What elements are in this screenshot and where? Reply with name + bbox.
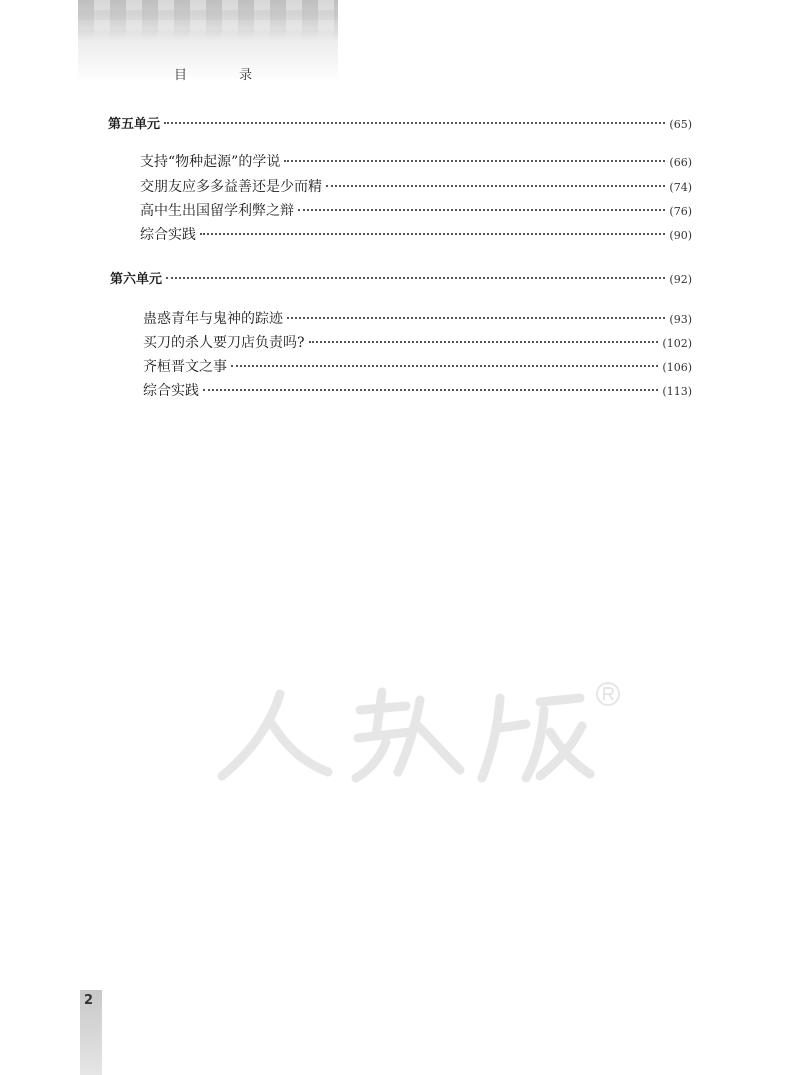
- dot-leader: [309, 341, 659, 343]
- dot-leader: [200, 233, 665, 235]
- dot-leader: [203, 389, 658, 391]
- page-ref: (113): [662, 385, 692, 398]
- header-pattern-overlay: [78, 0, 338, 40]
- page-ref: (92): [669, 273, 692, 286]
- entry-title: 买刀的杀人要刀店负责吗?: [143, 335, 305, 351]
- page-ref: (90): [669, 229, 692, 242]
- page-ref: (65): [669, 118, 692, 131]
- page-ref: (76): [669, 205, 692, 218]
- page-ref: (66): [669, 156, 692, 169]
- page-ref: (102): [662, 337, 692, 350]
- entry-title: 交朋友应多多益善还是少而精: [140, 179, 322, 195]
- dot-leader: [164, 122, 665, 124]
- page-title: 目 录: [174, 68, 277, 83]
- page-number: 2: [84, 993, 94, 1008]
- page-ref: (93): [669, 313, 692, 326]
- page-ref: (74): [669, 181, 692, 194]
- entry-title: 综合实践: [143, 383, 199, 399]
- dot-leader: [298, 209, 665, 211]
- unit-label: 第六单元: [110, 272, 163, 287]
- publisher-watermark: [210, 680, 630, 790]
- entry-title: 综合实践: [140, 227, 196, 243]
- dot-leader: [166, 277, 665, 279]
- entry-title: 蛊惑青年与鬼神的踪迹: [143, 311, 283, 327]
- toc-unit-row[interactable]: [110, 270, 692, 290]
- page-ref: (106): [662, 361, 692, 374]
- toc-entry[interactable]: [143, 309, 692, 330]
- unit-label: 第五单元: [108, 117, 161, 132]
- toc-entry[interactable]: [140, 201, 692, 222]
- toc-entry[interactable]: [140, 225, 692, 246]
- toc-entry[interactable]: [143, 333, 692, 354]
- toc-unit-row[interactable]: [108, 115, 692, 135]
- watermark-logo-icon: [210, 680, 630, 790]
- entry-title: 齐桓晋文之事: [143, 359, 227, 375]
- toc-entry[interactable]: [140, 152, 692, 173]
- toc-entry[interactable]: [143, 381, 692, 402]
- entry-title: 支持“物种起源”的学说: [140, 154, 281, 170]
- dot-leader: [287, 317, 665, 319]
- dot-leader: [284, 160, 665, 162]
- dot-leader: [231, 365, 658, 367]
- dot-leader: [326, 185, 665, 187]
- toc-entry[interactable]: [140, 177, 692, 198]
- toc-entry[interactable]: [143, 357, 692, 378]
- entry-title: 高中生出国留学利弊之辩: [140, 203, 294, 219]
